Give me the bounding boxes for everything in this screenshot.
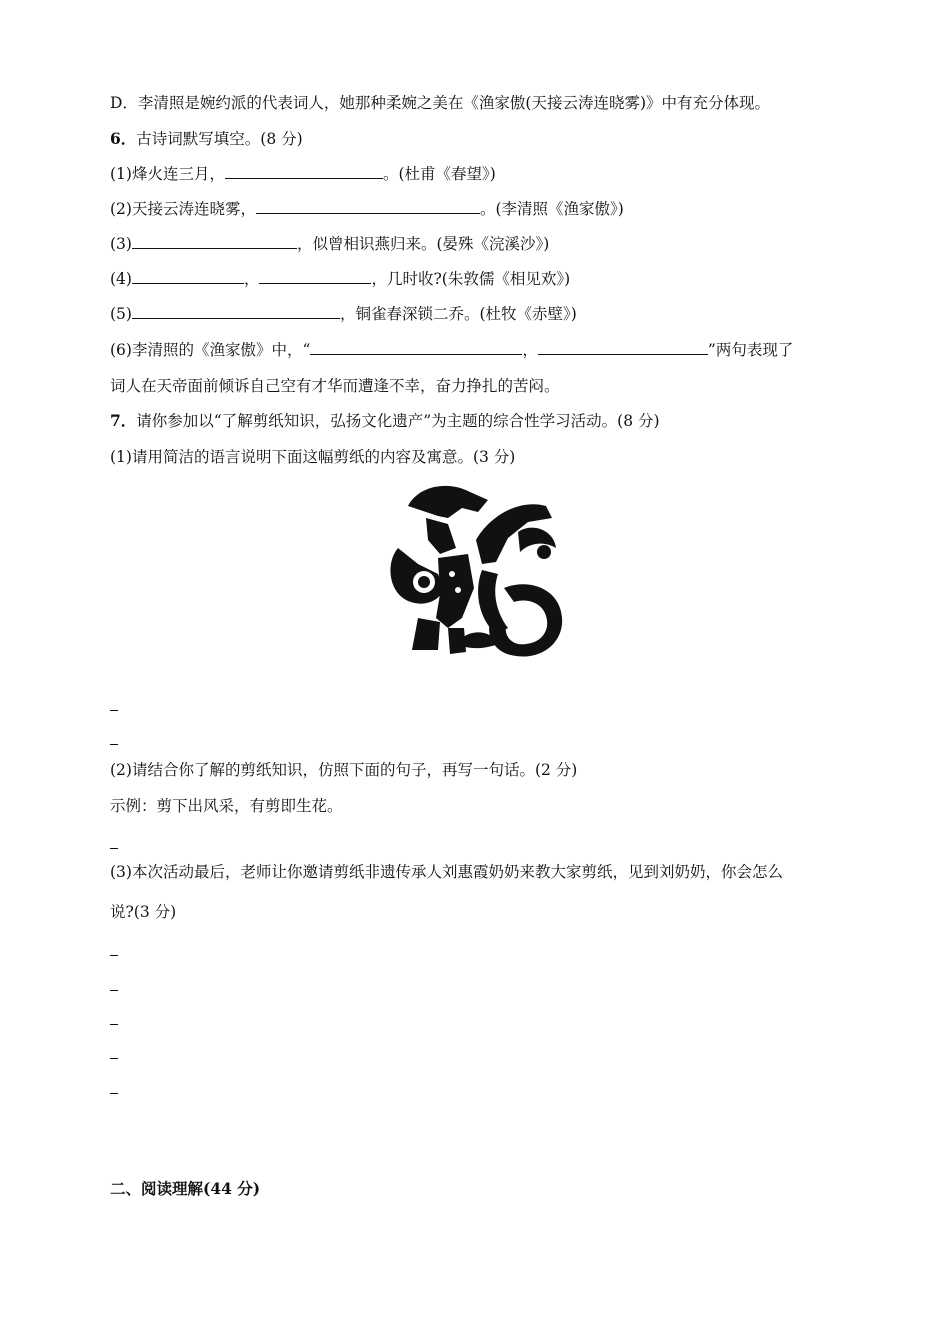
- fill-item-5: [110, 303, 577, 325]
- fill-item-4-separator: ，: [243, 270, 260, 288]
- fill-item-4-prefix: (4): [110, 270, 132, 288]
- answer-blank[interactable]: [538, 340, 708, 355]
- answer-line[interactable]: [110, 848, 118, 849]
- question-7-sub1: (1)请用简洁的语言说明下面这幅剪纸的内容及寓意。(3 分): [110, 448, 516, 466]
- answer-line[interactable]: [110, 955, 118, 956]
- answer-blank[interactable]: [259, 269, 371, 284]
- fill-item-1: [110, 163, 496, 185]
- answer-blank[interactable]: [256, 199, 480, 214]
- answer-blank[interactable]: [225, 164, 383, 179]
- papercut-image: [378, 478, 568, 660]
- fill-item-2: [110, 198, 624, 220]
- answer-line[interactable]: [110, 1024, 118, 1025]
- fill-item-3-suffix: ，似曾相识燕归来。(晏殊《浣溪沙》): [296, 235, 550, 253]
- answer-blank[interactable]: [132, 234, 297, 249]
- answer-line[interactable]: [110, 990, 118, 991]
- answer-blank[interactable]: [132, 269, 244, 284]
- fill-item-5-suffix: ，铜雀春深锁二乔。(杜牧《赤壁》): [339, 305, 577, 323]
- fill-item-2-prefix: (2)天接云涛连晓雾，: [110, 200, 256, 218]
- fill-item-3: [110, 233, 549, 255]
- question-7-number: 7．: [110, 411, 137, 430]
- fill-item-5-prefix: (5): [110, 305, 132, 323]
- question-7-example: 示例：剪下出风采，有剪即生花。: [110, 797, 343, 815]
- fill-item-2-suffix: 。(李清照《渔家傲》): [479, 200, 624, 218]
- fill-item-6-suffix: ”两句表现了: [707, 341, 794, 359]
- answer-blank[interactable]: [132, 304, 340, 319]
- section-2-heading: 二、阅读理解(44 分): [110, 1179, 261, 1198]
- fill-item-6-prefix: (6)李清照的《渔家傲》中，“: [110, 341, 311, 359]
- fill-item-6-continuation: 词人在天帝面前倾诉自己空有才华而遭逢不幸，奋力挣扎的苦闷。: [110, 377, 560, 395]
- fill-item-4-suffix: ，几时收?(朱敦儒《相见欢》): [371, 270, 571, 288]
- question-7-sub2: (2)请结合你了解的剪纸知识，仿照下面的句子，再写一句话。(2 分): [110, 761, 578, 779]
- answer-line[interactable]: [110, 744, 118, 745]
- fill-item-6: [110, 339, 793, 361]
- question-7-sub3-line1: (3)本次活动最后，老师让你邀请剪纸非遗传承人刘惠霞奶奶来教大家剪纸，见到刘奶奶，你会怎么: [110, 863, 783, 881]
- question-6-text: 古诗词默写填空。(8 分): [136, 130, 303, 148]
- answer-blank[interactable]: [310, 340, 522, 355]
- question-6-stem: [110, 128, 303, 150]
- question-6-number: 6．: [110, 129, 137, 148]
- option-d: D．李清照是婉约派的代表词人，她那种柔婉之美在《渔家傲(天接云涛连晓雾)》中有充分体现。: [110, 94, 771, 112]
- fill-item-1-suffix: 。(杜甫《春望》): [382, 165, 496, 183]
- question-7-text: 请你参加以“了解剪纸知识，弘扬文化遗产”为主题的综合性学习活动。(8 分): [136, 412, 660, 430]
- fill-item-4: [110, 268, 570, 290]
- question-7-sub3-line2: 说?(3 分): [110, 903, 177, 921]
- answer-line[interactable]: [110, 1093, 118, 1094]
- fill-item-1-prefix: (1)烽火连三月，: [110, 165, 225, 183]
- answer-line[interactable]: [110, 710, 118, 711]
- fill-item-3-prefix: (3): [110, 235, 132, 253]
- question-7-stem: [110, 410, 660, 432]
- answer-line[interactable]: [110, 1058, 118, 1059]
- fill-item-6-separator: ，: [522, 341, 538, 359]
